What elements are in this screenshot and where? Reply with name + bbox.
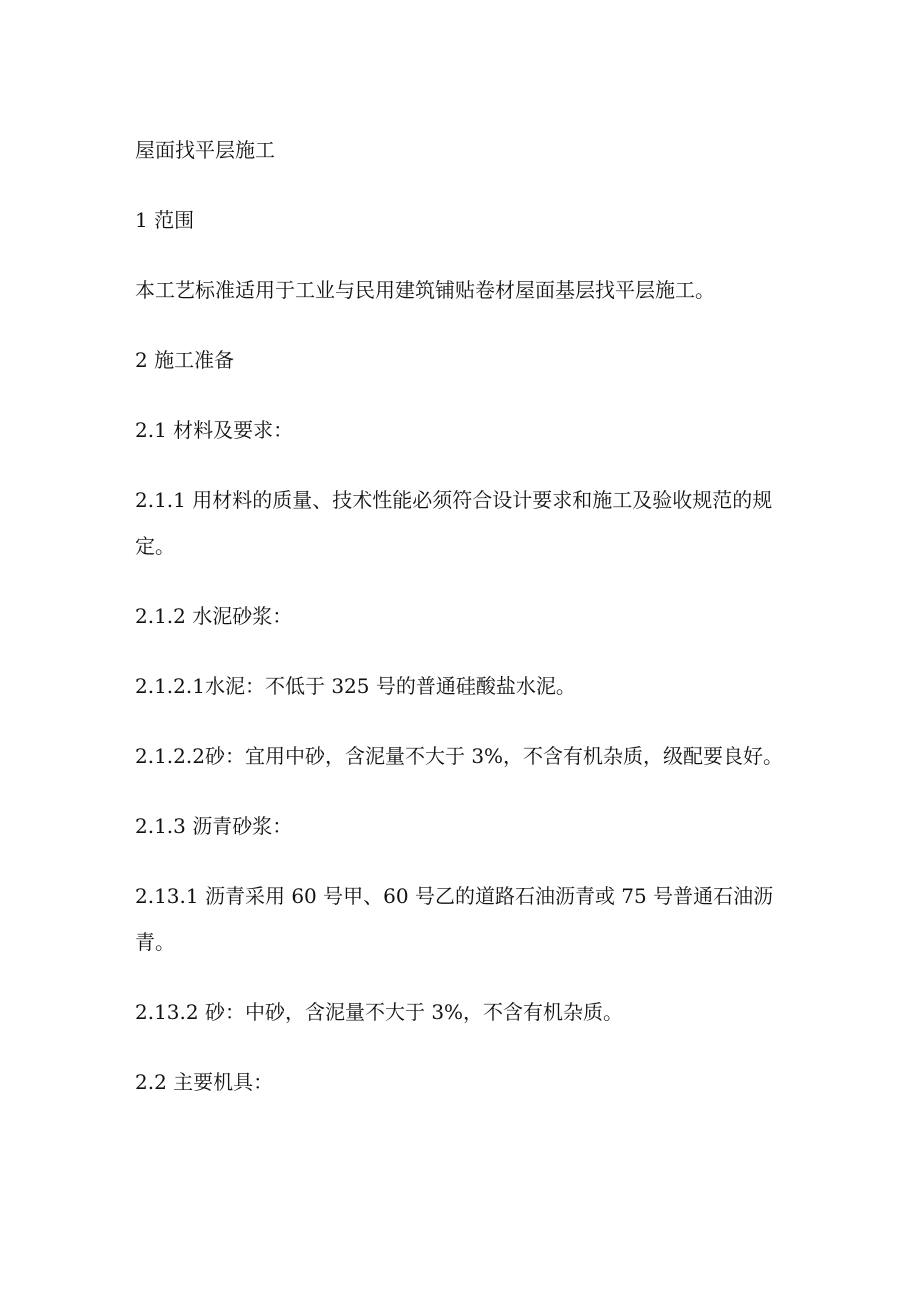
subsection-heading-machinery: 2.2 主要机具： bbox=[135, 1070, 274, 1094]
paragraph-material-quality: 2.1.1 用材料的质量、技术性能必须符合设计要求和施工及验收规范的规定。 bbox=[135, 488, 773, 558]
paragraph-cement: 2.1.2.1水泥：不低于 325 号的普通硅酸盐水泥。 bbox=[135, 674, 576, 698]
paragraph-asphalt: 2.13.1 沥青采用 60 号甲、60 号乙的道路石油沥青或 75 号普通石油沥青。 bbox=[135, 884, 774, 954]
paragraph-sand: 2.1.2.2砂：宜用中砂，含泥量不大于 3%，不含有机杂质，级配要良好。 bbox=[135, 744, 784, 768]
subsection-heading-materials: 2.1 材料及要求： bbox=[135, 418, 294, 442]
section-heading-preparation: 2 施工准备 bbox=[135, 348, 235, 372]
paragraph-asphalt-sand: 2.13.2 砂：中砂，含泥量不大于 3%，不含有机杂质。 bbox=[135, 1000, 624, 1024]
paragraph-scope-text: 本工艺标准适用于工业与民用建筑铺贴卷材屋面基层找平层施工。 bbox=[135, 278, 715, 302]
section-heading-scope: 1 范围 bbox=[135, 208, 195, 232]
subsection-heading-asphalt-mortar: 2.1.3 沥青砂浆： bbox=[135, 814, 293, 838]
document-title: 屋面找平层施工 bbox=[135, 138, 275, 162]
subsection-heading-cement-mortar: 2.1.2 水泥砂浆： bbox=[135, 604, 293, 628]
